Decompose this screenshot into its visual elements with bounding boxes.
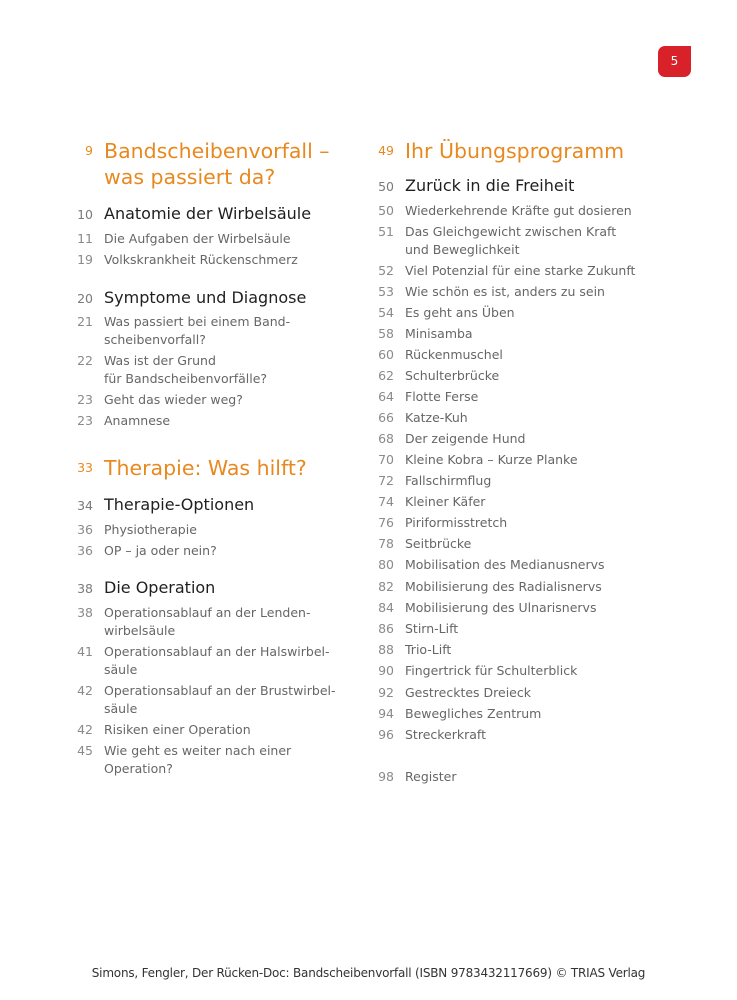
page-ref: 42 bbox=[77, 683, 93, 698]
page-ref: 86 bbox=[378, 621, 394, 636]
entry-title: Der zeigende Hund bbox=[405, 431, 526, 446]
section-title: Therapie-Optionen bbox=[104, 495, 255, 514]
page-ref: 36 bbox=[77, 543, 93, 558]
entry-title: Rückenmuschel bbox=[405, 347, 503, 362]
page-ref: 34 bbox=[77, 498, 93, 513]
page-ref: 78 bbox=[378, 536, 394, 551]
entry-title: Mobilisation des Medianusnervs bbox=[405, 557, 605, 572]
entry-title: Operationsablauf an der Lenden- wirbelsäule bbox=[104, 605, 311, 638]
page-ref: 72 bbox=[378, 473, 394, 488]
page-ref: 80 bbox=[378, 557, 394, 572]
page-ref: 70 bbox=[378, 452, 394, 467]
entry-title: Operationsablauf an der Brustwirbel- säule bbox=[104, 683, 336, 716]
entry-title: Operationsablauf an der Halswirbel- säule bbox=[104, 644, 330, 677]
entry-title: Stirn-Lift bbox=[405, 621, 459, 636]
entry-title: Bewegliches Zentrum bbox=[405, 706, 542, 721]
entry-title: Volkskrankheit Rückenschmerz bbox=[104, 252, 298, 267]
chapter-title: Ihr Übungsprogramm bbox=[405, 139, 625, 163]
page-ref: 60 bbox=[378, 347, 394, 362]
entry-title: OP – ja oder nein? bbox=[104, 543, 217, 558]
entry-title: Wie geht es weiter nach einer Operation? bbox=[104, 743, 292, 776]
entry-title: Piriformisstretch bbox=[405, 515, 508, 530]
entry-title: Anamnese bbox=[104, 413, 171, 428]
footer-citation: Simons, Fengler, Der Rücken-Doc: Bandscheibenvorfall (ISBN 9783432117669) © TRIAS Verlag bbox=[91, 966, 646, 980]
page-ref: 76 bbox=[378, 515, 394, 530]
entry-title: Was ist der Grund für Bandscheibenvorfälle? bbox=[104, 353, 268, 386]
entry-title: Wiederkehrende Kräfte gut dosieren bbox=[405, 203, 632, 218]
entry-title: Trio-Lift bbox=[405, 642, 452, 657]
section-title: Anatomie der Wirbelsäule bbox=[104, 204, 312, 223]
page-ref: 88 bbox=[378, 642, 394, 657]
page-ref: 22 bbox=[77, 353, 93, 368]
page-ref: 23 bbox=[77, 413, 93, 428]
page-ref: 84 bbox=[378, 600, 394, 615]
page-ref: 20 bbox=[77, 291, 93, 306]
chapter-title: Bandscheibenvorfall – was passiert da? bbox=[104, 139, 330, 189]
entry-title: Register bbox=[405, 769, 457, 784]
chapter-title: Therapie: Was hilft? bbox=[104, 456, 307, 480]
page-ref: 38 bbox=[77, 605, 93, 620]
entry-title: Flotte Ferse bbox=[405, 389, 479, 404]
entry-title: Das Gleichgewicht zwischen Kraft und Beweglichkeit bbox=[405, 224, 617, 257]
page-ref: 50 bbox=[378, 203, 394, 218]
page-ref: 68 bbox=[378, 431, 394, 446]
entry-title: Was passiert bei einem Band- scheibenvorfall? bbox=[104, 314, 291, 347]
page-ref: 33 bbox=[77, 460, 93, 475]
entry-title: Es geht ans Üben bbox=[405, 305, 515, 320]
entry-title: Katze-Kuh bbox=[405, 410, 468, 425]
page-ref: 23 bbox=[77, 392, 93, 407]
entry-title: Kleine Kobra – Kurze Planke bbox=[405, 452, 578, 467]
entry-title: Seitbrücke bbox=[405, 536, 472, 551]
entry-title: Mobilisierung des Ulnarisnervs bbox=[405, 600, 597, 615]
entry-title: Viel Potenzial für eine starke Zukunft bbox=[405, 263, 636, 278]
entry-title: Schulterbrücke bbox=[405, 368, 500, 383]
page-ref: 90 bbox=[378, 663, 394, 678]
page-ref: 96 bbox=[378, 727, 394, 742]
entry-title: Gestrecktes Dreieck bbox=[405, 685, 531, 700]
page-ref: 50 bbox=[378, 179, 394, 194]
page-ref: 41 bbox=[77, 644, 93, 659]
page-ref: 98 bbox=[378, 769, 394, 784]
page-ref: 58 bbox=[378, 326, 394, 341]
page-ref: 36 bbox=[77, 522, 93, 537]
page-ref: 9 bbox=[85, 143, 93, 158]
page-ref: 54 bbox=[378, 305, 394, 320]
page-ref: 92 bbox=[378, 685, 394, 700]
entry-title: Minisamba bbox=[405, 326, 473, 341]
page-ref: 94 bbox=[378, 706, 394, 721]
page-ref: 51 bbox=[378, 224, 394, 239]
page-ref: 21 bbox=[77, 314, 93, 329]
page-ref: 64 bbox=[378, 389, 394, 404]
page-ref: 82 bbox=[378, 579, 394, 594]
page-ref: 42 bbox=[77, 722, 93, 737]
page-ref: 10 bbox=[77, 207, 93, 222]
entry-title: Streckerkraft bbox=[405, 727, 487, 742]
page-ref: 11 bbox=[77, 231, 93, 246]
page-ref: 74 bbox=[378, 494, 394, 509]
section-title: Zurück in die Freiheit bbox=[405, 176, 575, 195]
page-ref: 49 bbox=[378, 143, 394, 158]
page-ref: 19 bbox=[77, 252, 93, 267]
entry-title: Geht das wieder weg? bbox=[104, 392, 243, 407]
page-ref: 66 bbox=[378, 410, 394, 425]
entry-title: Die Aufgaben der Wirbelsäule bbox=[104, 231, 291, 246]
section-title: Die Operation bbox=[104, 578, 216, 597]
page-ref: 45 bbox=[77, 743, 93, 758]
entry-title: Wie schön es ist, anders zu sein bbox=[405, 284, 605, 299]
page-ref: 62 bbox=[378, 368, 394, 383]
section-title: Symptome und Diagnose bbox=[104, 288, 307, 307]
page-number-badge: 5 bbox=[658, 46, 691, 77]
entry-title: Physiotherapie bbox=[104, 522, 197, 537]
entry-title: Mobilisierung des Radialisnervs bbox=[405, 579, 602, 594]
entry-title: Kleiner Käfer bbox=[405, 494, 486, 509]
page-ref: 53 bbox=[378, 284, 394, 299]
entry-title: Fingertrick für Schulterblick bbox=[405, 663, 578, 678]
page-ref: 38 bbox=[77, 581, 93, 596]
entry-title: Risiken einer Operation bbox=[104, 722, 251, 737]
entry-title: Fallschirmflug bbox=[405, 473, 492, 488]
page-ref: 52 bbox=[378, 263, 394, 278]
